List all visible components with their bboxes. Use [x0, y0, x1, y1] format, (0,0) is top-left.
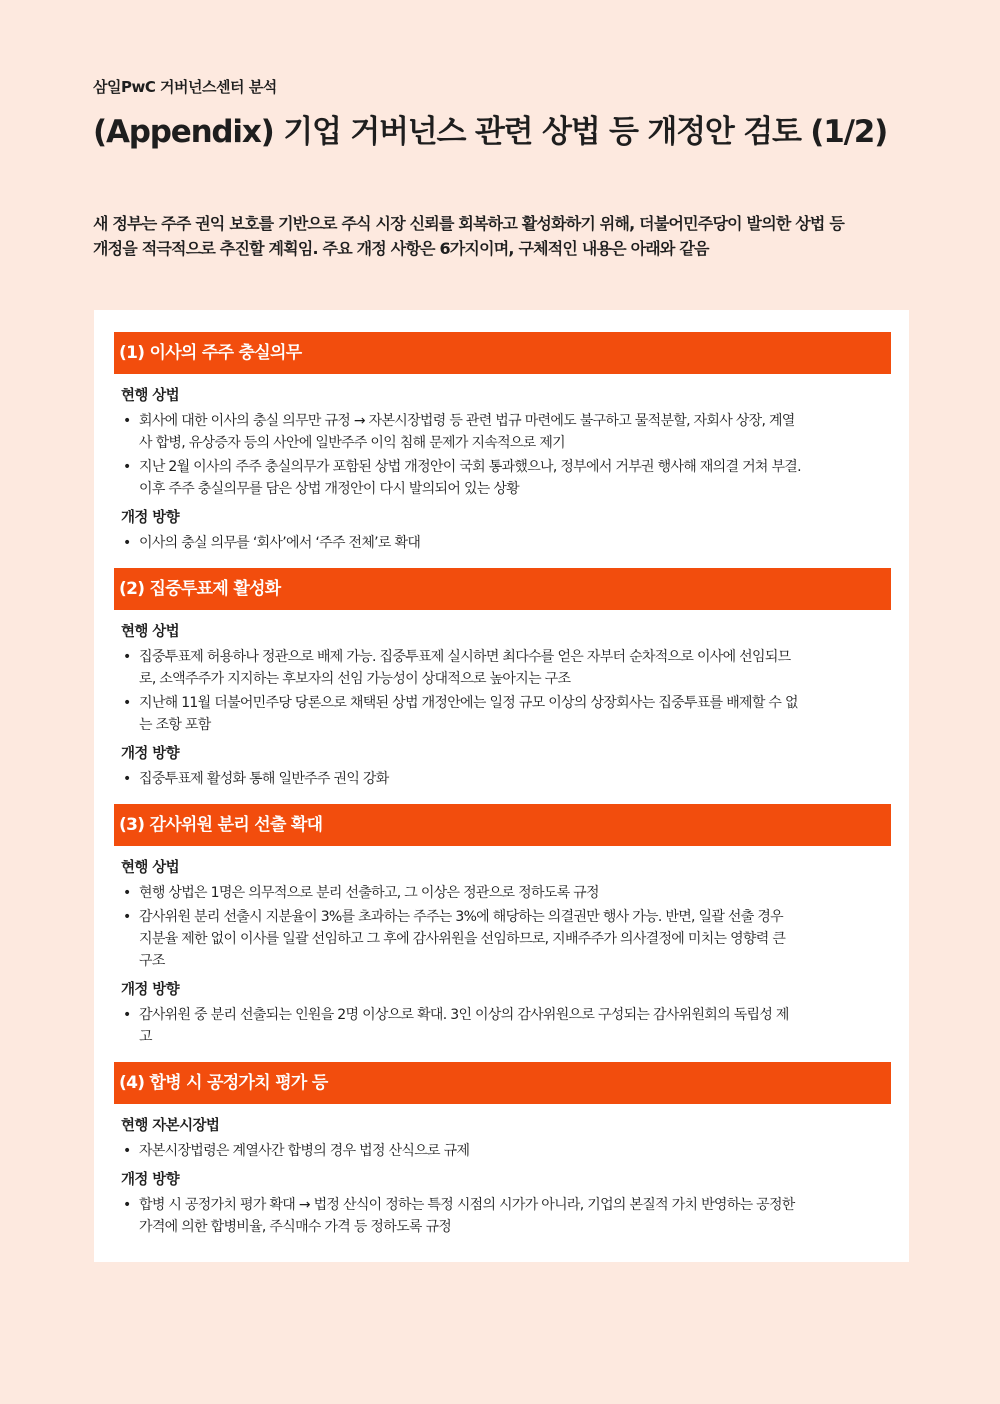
bullet-icon: • — [123, 649, 131, 665]
section-header: (4) 합병 시 공정가치 평가 등 — [114, 1062, 891, 1104]
list-item-line: 자본시장법령은 계열사간 합병의 경우 법정 산식으로 규제 — [139, 1143, 470, 1159]
section-merger-valuation — [114, 1062, 891, 1238]
intro-paragraph — [93, 211, 913, 261]
list-item-line: 가격에 의한 합병비율, 주식매수 가격 등 정하도록 규정 — [139, 1219, 452, 1235]
bullet-icon: • — [123, 771, 131, 787]
current-law-list — [114, 410, 891, 500]
list-item-line: 현행 상법은 1명은 의무적으로 분리 선출하고, 그 이상은 정관으로 정하도록 규정 — [139, 885, 599, 901]
page-title: (Appendix) 기업 거버넌스 관련 상법 등 개정안 검토 (1/2) — [93, 114, 888, 150]
current-law-list — [114, 646, 891, 736]
list-item-line: 고 — [139, 1029, 152, 1045]
bullet-icon: • — [123, 1007, 131, 1023]
direction-list — [114, 1004, 891, 1048]
direction-heading: 개정 방향 — [121, 510, 180, 526]
list-item-line: 지난 2월 이사의 주주 충실의무가 포함된 상법 개정안이 국회 통과했으나, 정부에서 거부권 행사해 재의결 거쳐 부결. — [139, 459, 801, 475]
list-item-line: 지분율 제한 없이 이사를 일괄 선임하고 그 후에 감사위원을 선임하므로, 지배주주가 의사결정에 미치는 영향력 큰 — [139, 931, 786, 947]
list-item — [114, 1004, 891, 1048]
section-director-duty — [114, 332, 891, 554]
direction-heading: 개정 방향 — [121, 1172, 180, 1188]
list-item-line: 이후 주주 충실의무를 담은 상법 개정안이 다시 발의되어 있는 상황 — [139, 481, 519, 497]
list-item — [114, 456, 891, 500]
list-item-line: 지난해 11월 더불어민주당 당론으로 채택된 상법 개정안에는 일정 규모 이상의 상장회사는 집중투표를 배제할 수 없 — [139, 695, 798, 711]
bullet-icon: • — [123, 413, 131, 429]
list-item — [114, 906, 891, 972]
list-item-line: 감사위원 분리 선출시 지분율이 3%를 초과하는 주주는 3%에 해당하는 의결권만 행사 가능. 반면, 일괄 선출 경우 — [139, 909, 783, 925]
list-item — [114, 692, 891, 736]
list-item-line: 회사에 대한 이사의 충실 의무만 규정 → 자본시장법령 등 관련 법규 마련에도 불구하고 물적분할, 자회사 상장, 계열 — [139, 413, 795, 429]
list-item-line: 는 조항 포함 — [139, 717, 211, 733]
intro-line: 새 정부는 주주 권익 보호를 기반으로 주식 시장 신뢰를 회복하고 활성화하기 위해, 더불어민주당이 발의한 상법 등 — [93, 214, 845, 233]
current-law-heading: 현행 자본시장법 — [121, 1118, 220, 1134]
list-item — [114, 882, 891, 904]
list-item-line: 집중투표제 허용하나 정관으로 배제 가능. 집중투표제 실시하면 최다수를 얻은 자부터 순차적으로 이사에 선임되므 — [139, 649, 791, 665]
direction-heading: 개정 방향 — [121, 982, 180, 998]
direction-list — [114, 532, 891, 554]
section-header: (2) 집중투표제 활성화 — [114, 568, 891, 610]
bullet-icon: • — [123, 1143, 131, 1159]
bullet-icon: • — [123, 1197, 131, 1213]
direction-list — [114, 768, 891, 790]
current-law-heading: 현행 상법 — [121, 388, 180, 404]
list-item-line: 감사위원 중 분리 선출되는 인원을 2명 이상으로 확대. 3인 이상의 감사위원으로 구성되는 감사위원회의 독립성 제 — [139, 1007, 789, 1023]
intro-line: 개정을 적극적으로 추진할 계획임. 주요 개정 사항은 6가지이며, 구체적인 내용은 아래와 같음 — [93, 239, 709, 258]
content-panel — [94, 310, 909, 1262]
current-law-heading: 현행 상법 — [121, 860, 180, 876]
current-law-list — [114, 1140, 891, 1162]
page-subtitle: 삼일PwC 거버넌스센터 분석 — [93, 78, 277, 96]
list-item-line: 구조 — [139, 953, 165, 969]
list-item — [114, 532, 891, 554]
bullet-icon: • — [123, 535, 131, 551]
list-item-line: 로, 소액주주가 지지하는 후보자의 선임 가능성이 상대적으로 높아지는 구조 — [139, 671, 571, 687]
bullet-icon: • — [123, 459, 131, 475]
direction-list — [114, 1194, 891, 1238]
list-item — [114, 410, 891, 454]
section-header: (1) 이사의 주주 충실의무 — [114, 332, 891, 374]
bullet-icon: • — [123, 885, 131, 901]
list-item — [114, 646, 891, 690]
list-item-line: 합병 시 공정가치 평가 확대 → 법정 산식이 정하는 특정 시점의 시가가 아니라, 기업의 본질적 가치 반영하는 공정한 — [139, 1197, 795, 1213]
bullet-icon: • — [123, 695, 131, 711]
section-cumulative-voting — [114, 568, 891, 790]
section-header: (3) 감사위원 분리 선출 확대 — [114, 804, 891, 846]
list-item — [114, 1140, 891, 1162]
current-law-list — [114, 882, 891, 972]
page-header — [93, 76, 913, 154]
list-item-line: 사 합병, 유상증자 등의 사안에 일반주주 이익 침해 문제가 지속적으로 제기 — [139, 435, 565, 451]
current-law-heading: 현행 상법 — [121, 624, 180, 640]
bullet-icon: • — [123, 909, 131, 925]
direction-heading: 개정 방향 — [121, 746, 180, 762]
list-item-line: 이사의 충실 의무를 ‘회사’에서 ‘주주 전체’로 확대 — [139, 535, 421, 551]
section-audit-committee — [114, 804, 891, 1048]
list-item — [114, 768, 891, 790]
list-item-line: 집중투표제 활성화 통해 일반주주 권익 강화 — [139, 771, 389, 787]
list-item — [114, 1194, 891, 1238]
